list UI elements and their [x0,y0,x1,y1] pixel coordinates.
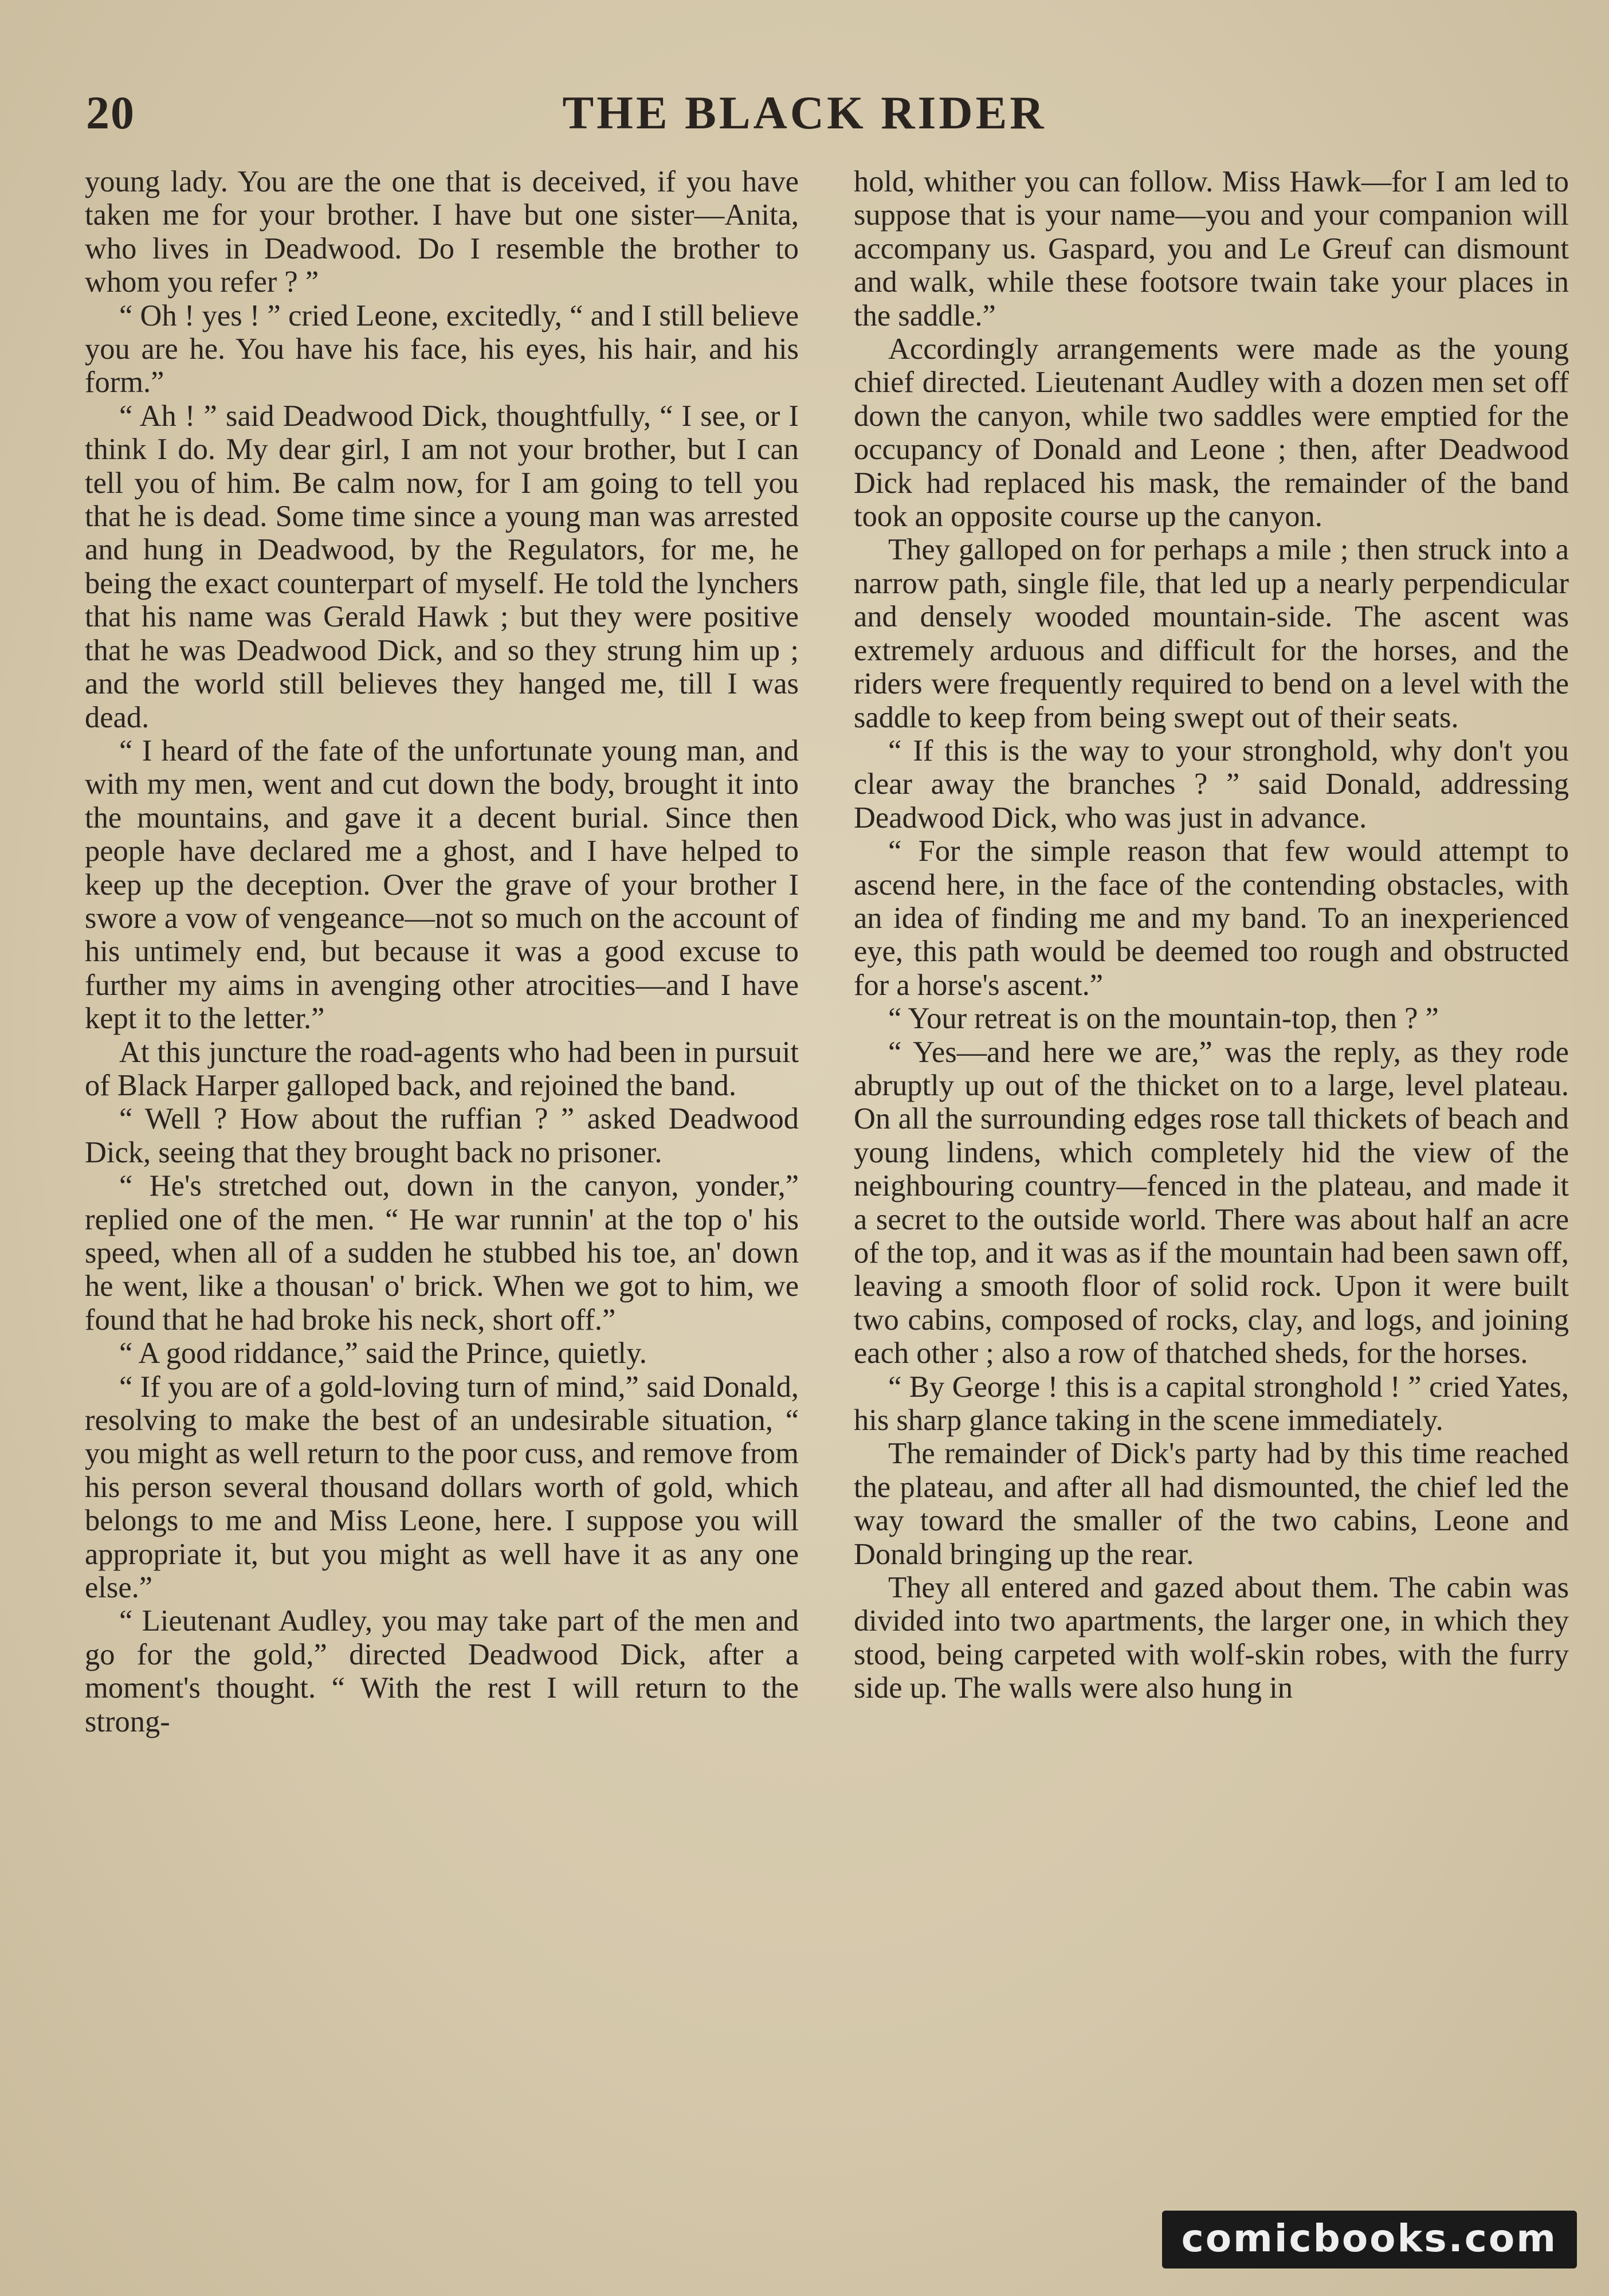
page-number: 20 [86,87,135,139]
paragraph: “ Well ? How about the ruffian ? ” asked Deadwood Dick, seeing that they brought back no prisoner. [85,1102,799,1169]
right-column [854,165,1569,2183]
paragraph: They all entered and gazed about them. The cabin was divided into two apartments, the larger one, in which they stood, being carpeted with wolf-skin robes, with the furry side up. The walls were also hung in [854,1571,1569,1705]
paragraph: Accordingly arrangements were made as the young chief directed. Lieutenant Audley with a dozen men set off down the canyon, while two saddles were emptied for the occupancy of Donald and Leone ; then, after Deadwood Dick had replaced his mask, the remainder of the band took an opposite course up the canyon. [854,332,1569,534]
paragraph: “ Yes—and here we are,” was the reply, as they rode abruptly up out of the thicket on to a large, level plateau. On all the surrounding edges rose tall thickets of beach and young lindens, which completely hid the view of the neighbouring country—fenced in the plateau, and made it a secret to the outside world. There was about half an acre of the top, and it was as if the mountain had been sawn off, leaving a smooth floor of solid rock. Upon it were built two cabins, composed of rocks, clay, and logs, and joining each other ; also a row of thatched sheds, for the horses. [854,1035,1569,1370]
paragraph: “ For the simple reason that few would attempt to ascend here, in the face of the contending obstacles, with an idea of finding me and my band. To an inexperienced eye, this path would be deemed too rough and obstructed for a horse's ascent.” [854,834,1569,1002]
paragraph: hold, whither you can follow. Miss Hawk—for I am led to suppose that is your name—you and your companion will accompany us. Gaspard, you and Le Greuf can dismount and walk, while these footsore twain take your places in the saddle.” [854,165,1569,332]
watermark: comicbooks.com [1162,2211,1577,2268]
paragraph: “ If you are of a gold-loving turn of mind,” said Donald, resolving to make the best of an undesirable situation, “ you might as well return to the poor cuss, and remove from his person several thousand dollars worth of gold, which belongs to me and Miss Leone, here. I suppose you will appropriate it, but you might as well have it as any one else.” [85,1370,799,1605]
paragraph: “ Your retreat is on the mountain-top, then ? ” [888,1002,1439,1036]
paragraph: “ Ah ! ” said Deadwood Dick, thoughtfully, “ I see, or I think I do. My dear girl, I am not your brother, but I can tell you of him. Be calm now, for I am going to tell you that he is dead. Some time since a young man was arrested and hung in Deadwood, by the Regulators, for me, he being the exact counterpart of myself. He told the lynchers that his name was Gerald Hawk ; but they were positive that he was Deadwood Dick, and so they strung him up ; and the world still believes they hanged me, till I was dead. [85,399,799,734]
paragraph: “ By George ! this is a capital stronghold ! ” cried Yates, his sharp glance taking in the scene immediately. [854,1370,1569,1437]
paragraph: “ Oh ! yes ! ” cried Leone, excitedly, “ and I still believe you are he. You have his face, his eyes, his hair, and his form.” [85,299,799,399]
paragraph: “ He's stretched out, down in the canyon, yonder,” replied one of the men. “ He war runnin' at the top o' his speed, when all of a sudden he stubbed his toe, an' down he went, like a thousan' o' brick. When we got to him, we found that he had broke his neck, short off.” [85,1169,799,1337]
paragraph: “ Lieutenant Audley, you may take part of the men and go for the gold,” directed Deadwood Dick, after a moment's thought. “ With the rest I will return to the strong- [85,1604,799,1738]
running-title: THE BLACK RIDER [562,87,1047,139]
paragraph: “ A good riddance,” said the Prince, quietly. [119,1337,647,1370]
paragraph: “ I heard of the fate of the unfortunate young man, and with my men, went and cut down the body, brought it into the mountains, and gave it a decent burial. Since then people have declared me a ghost, and I have helped to keep up the deception. Over the grave of your brother I swore a vow of vengeance—not so much on the account of his untimely end, but because it was a good excuse to further my aims in avenging other atrocities—and I have kept it to the letter.” [85,734,799,1036]
paragraph: The remainder of Dick's party had by this time reached the plateau, and after all had dismounted, the chief led the way toward the smaller of the two cabins, Leone and Donald bringing up the rear. [854,1437,1569,1571]
paragraph: young lady. You are the one that is deceived, if you have taken me for your brother. I have but one sister—Anita, who lives in Deadwood. Do I resemble the brother to whom you refer ? ” [85,165,799,299]
paragraph: “ If this is the way to your stronghold, why don't you clear away the branches ? ” said Donald, addressing Deadwood Dick, who was just in advance. [854,734,1569,834]
paragraph: At this juncture the road-agents who had been in pursuit of Black Harper galloped back, and rejoined the band. [85,1035,799,1102]
left-column [85,165,799,2183]
paragraph: They galloped on for perhaps a mile ; then struck into a narrow path, single file, that led up a nearly perpendicular and densely wooded mountain-side. The ascent was extremely arduous and difficult for the horses, and the riders were frequently required to bend on a level with the saddle to keep from being swept out of their seats. [854,533,1569,734]
